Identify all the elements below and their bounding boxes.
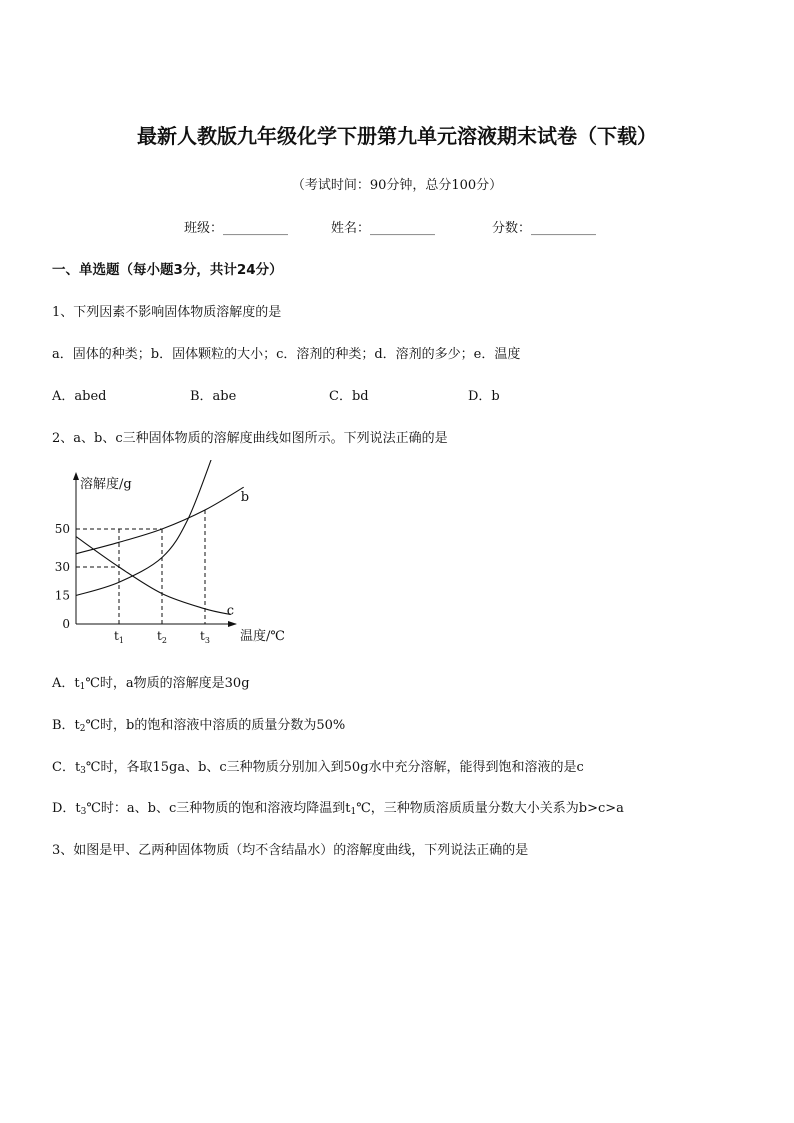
class-label: 班级： [184, 221, 224, 236]
q2-option-c: C．$t_3℃$时，各取15ga、b、c三种物质分别加入到50g水中充分溶解，能得到饱和溶液的是c [52, 760, 584, 776]
section-heading: 一、单选题（每小题3分，共计24分） [52, 262, 283, 278]
y-tick-label: 0 [62, 617, 70, 631]
curve-c [76, 537, 231, 615]
name-blank: __________ [370, 221, 436, 236]
x-tick-label: $t_1$ [114, 629, 124, 645]
x-axis-arrow [228, 621, 237, 627]
q2-option-a: A．$t_1℃$时，a物质的溶解度是30g [52, 676, 250, 692]
q1-factors: a．固体的种类；b．固体颗粒的大小；c．溶剂的种类；d．溶剂的多少；e．温度 [52, 347, 521, 362]
class-field [184, 217, 288, 236]
q1-option-d: D．b [468, 389, 500, 404]
score-field [492, 217, 596, 236]
y-axis-arrow [73, 472, 79, 480]
curve-label-c: c [226, 603, 235, 619]
score-blank: __________ [531, 221, 597, 236]
y-axis-label: 溶解度/g [80, 477, 132, 492]
y-tick-label: 30 [54, 560, 70, 574]
q2-option-d: D．$t_3℃$时：a、b、c三种物质的饱和溶液均降温到$t_1℃$，三种物质溶质质量分数大小关系为b>c>a [52, 801, 624, 817]
chart-plot-area [55, 460, 285, 645]
solubility-chart [40, 460, 310, 650]
q1-option-c: C．bd [329, 389, 369, 404]
name-label: 姓名： [331, 221, 371, 236]
y-tick-label: 50 [54, 522, 70, 536]
q1-stem: 1、下列因素不影响固体物质溶解度的是 [52, 305, 282, 320]
page-title: 最新人教版九年级化学下册第九单元溶液期末试卷（下载） [137, 124, 657, 148]
exam-info: （考试时间：90分钟，总分100分） [291, 178, 503, 193]
q1-option-b: B．abe [190, 389, 237, 404]
y-tick-label: 15 [54, 588, 70, 603]
q2-option-b: B．$t_2℃$时，b的饱和溶液中溶质的质量分数为50% [52, 718, 346, 734]
x-axis-label: 温度/℃ [240, 629, 285, 644]
q1-option-a: A．abed [52, 389, 107, 404]
x-tick-label: $t_3$ [200, 629, 210, 645]
x-tick-label: $t_2$ [157, 629, 167, 645]
curve-label-b: b [240, 490, 250, 506]
q2-stem: 2、a、b、c三种固体物质的溶解度曲线如图所示。下列说法正确的是 [52, 431, 448, 446]
score-label: 分数： [492, 221, 532, 236]
curve-b [76, 487, 244, 554]
q3-stem: 3、如图是甲、乙两种固体物质（均不含结晶水）的溶解度曲线，下列说法正确的是 [52, 843, 529, 858]
class-blank: __________ [223, 221, 289, 236]
name-field [331, 217, 435, 236]
